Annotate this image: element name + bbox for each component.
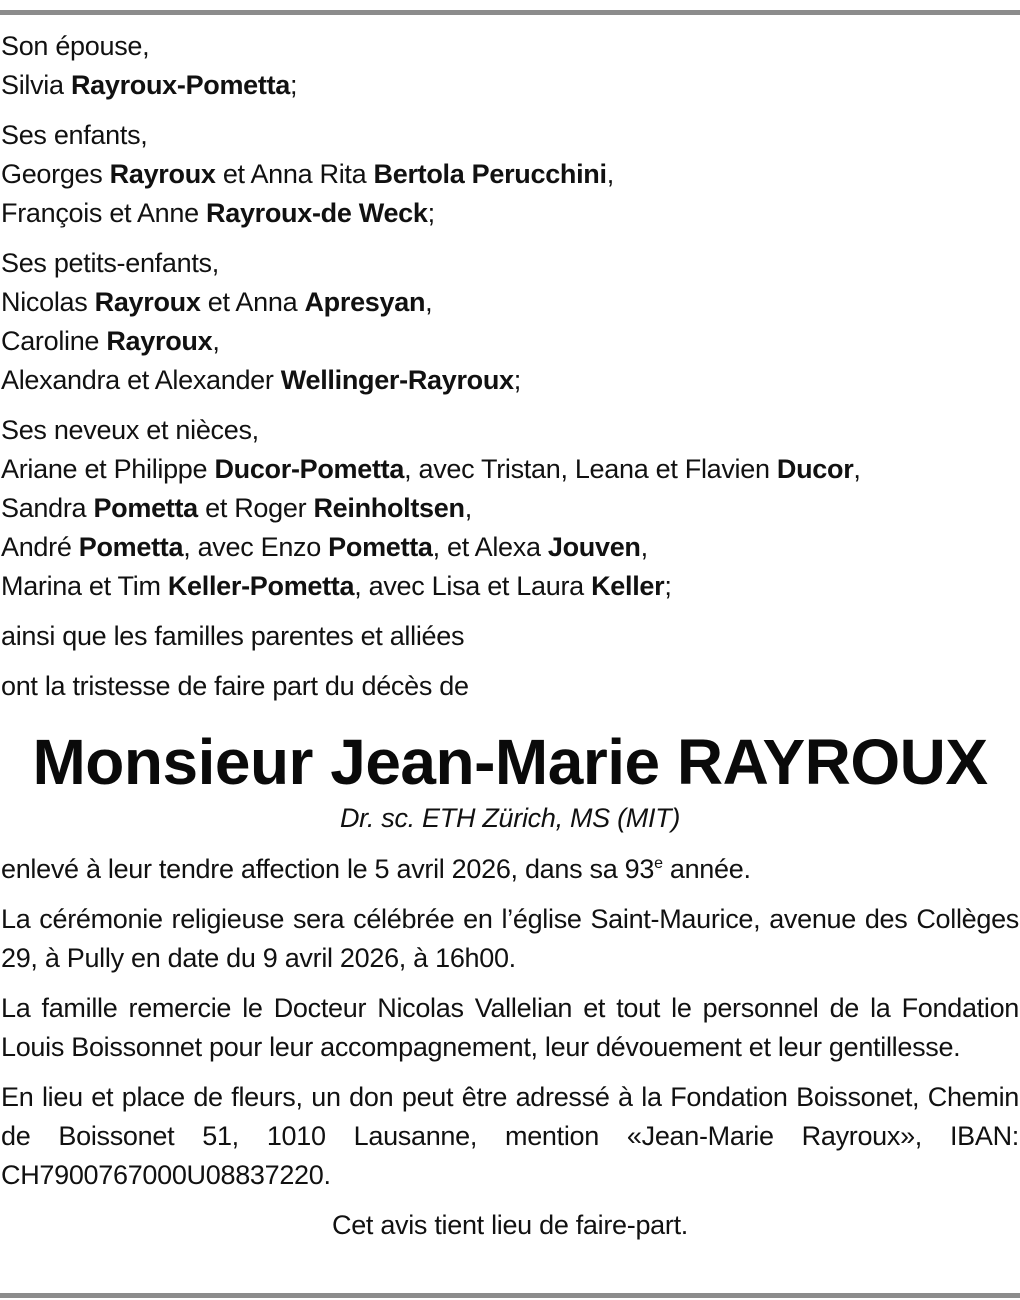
family-line xyxy=(1,244,1019,283)
family-name-bold: Pometta xyxy=(93,493,198,523)
family-name-bold: Rayroux-Pometta xyxy=(70,70,290,100)
family-name-bold: Apresyan xyxy=(304,287,426,317)
family-line xyxy=(1,66,1019,105)
family-line xyxy=(1,116,1019,155)
family-text: ; xyxy=(513,365,521,395)
family-name-bold: Rayroux-de Weck xyxy=(206,198,428,228)
deceased-name: Monsieur Jean-Marie RAYROUX xyxy=(32,726,988,798)
family-text: ont la tristesse de faire part du décès de xyxy=(1,671,469,701)
family-text: , avec Tristan, Leana et Flavien xyxy=(404,454,777,484)
family-name-bold: Pometta xyxy=(78,532,184,562)
family-line xyxy=(1,450,1019,489)
family-text: , avec Enzo xyxy=(183,532,329,562)
family-text: Ses enfants, xyxy=(1,120,148,150)
family-line xyxy=(1,667,1019,706)
passing-before: enlevé à leur tendre affection le 5 avril 2026, dans sa 93 xyxy=(1,854,655,884)
family-line xyxy=(1,617,1019,656)
family-text: , xyxy=(606,159,614,189)
family-text: et Anna Rita xyxy=(215,159,374,189)
family-paragraph xyxy=(1,244,1019,400)
deceased-degree: Dr. sc. ETH Zürich, MS (MIT) xyxy=(339,803,681,833)
family-text: , xyxy=(425,287,433,317)
closing-text: Cet avis tient lieu de faire-part. xyxy=(332,1210,688,1240)
family-text: , xyxy=(212,326,220,356)
family-name-bold: Rayroux xyxy=(109,159,216,189)
family-line xyxy=(1,283,1019,322)
family-text: et Roger xyxy=(197,493,314,523)
family-text: , avec Lisa et Laura xyxy=(354,571,592,601)
family-text: , xyxy=(464,493,472,523)
family-text: , xyxy=(640,532,648,562)
family-text: André xyxy=(1,532,79,562)
family-name-bold: Rayroux xyxy=(106,326,213,356)
family-paragraph xyxy=(1,411,1019,606)
family-text: ainsi que les familles parentes et alliées xyxy=(1,621,465,651)
family-paragraph xyxy=(1,667,1019,706)
family-text: Silvia xyxy=(1,70,71,100)
family-line xyxy=(1,567,1019,606)
thanks-text: La famille remercie le Docteur Nicolas Vallelian et tout le personnel de la Fondation Louis Boissonnet pour leur accompagnement, leur dévouement et leur gentillesse. xyxy=(1,993,1019,1062)
family-text: François et Anne xyxy=(1,198,207,228)
family-name-bold: Reinholtsen xyxy=(313,493,465,523)
family-text: Sandra xyxy=(1,493,94,523)
family-text: ; xyxy=(290,70,298,100)
family-paragraph xyxy=(1,116,1019,233)
family-text: Son épouse, xyxy=(1,31,150,61)
family-text: , et Alexa xyxy=(432,532,548,562)
family-name-bold: Bertola Perucchini xyxy=(373,159,607,189)
family-name-bold: Jouven xyxy=(547,532,641,562)
family-paragraph xyxy=(1,617,1019,656)
family-name-bold: Ducor xyxy=(776,454,854,484)
family-text: Alexandra et Alexander xyxy=(1,365,281,395)
family-name-bold: Keller xyxy=(591,571,665,601)
family-text: Caroline xyxy=(1,326,107,356)
family-line xyxy=(1,528,1019,567)
family-name-bold: Keller-Pometta xyxy=(167,571,355,601)
family-name-bold: Wellinger-Rayroux xyxy=(280,365,514,395)
family-name-bold: Rayroux xyxy=(94,287,201,317)
family-name-bold: Ducor-Pometta xyxy=(214,454,405,484)
family-text: Marina et Tim xyxy=(1,571,168,601)
family-text: ; xyxy=(427,198,435,228)
family-section xyxy=(1,27,1019,706)
family-line xyxy=(1,155,1019,194)
family-line xyxy=(1,322,1019,361)
family-text: Nicolas xyxy=(1,287,95,317)
family-text: Georges xyxy=(1,159,110,189)
passing-text xyxy=(1,850,1019,889)
passing-after: année. xyxy=(662,854,751,884)
family-paragraph xyxy=(1,27,1019,105)
passing-superscript: e xyxy=(654,855,663,872)
bottom-rule xyxy=(0,1293,1020,1298)
family-text: Ariane et Philippe xyxy=(1,454,215,484)
family-text: et Anna xyxy=(200,287,305,317)
ceremony-text: La cérémonie religieuse sera célébrée en l’église Saint-Maurice, avenue des Collèges 29, à Pully en date du 9 avril 2026, à 16h00. xyxy=(1,904,1019,973)
family-line xyxy=(1,194,1019,233)
family-text: Ses neveux et nièces, xyxy=(1,415,259,445)
family-name-bold: Pometta xyxy=(328,532,433,562)
family-line xyxy=(1,411,1019,450)
family-line xyxy=(1,361,1019,400)
family-text: , xyxy=(853,454,861,484)
family-text: Ses petits-enfants, xyxy=(1,248,219,278)
top-rule xyxy=(0,10,1020,15)
donation-text: En lieu et place de fleurs, un don peut être adressé à la Fondation Boissonet, Chemin de Boissonet 51, 1010 Lausanne, mention «Jean-Marie Rayroux», IBAN: CH7900767000U08837220. xyxy=(1,1082,1019,1190)
family-line xyxy=(1,489,1019,528)
obituary-notice xyxy=(1,27,1019,1245)
family-text: ; xyxy=(664,571,672,601)
family-line xyxy=(1,27,1019,66)
